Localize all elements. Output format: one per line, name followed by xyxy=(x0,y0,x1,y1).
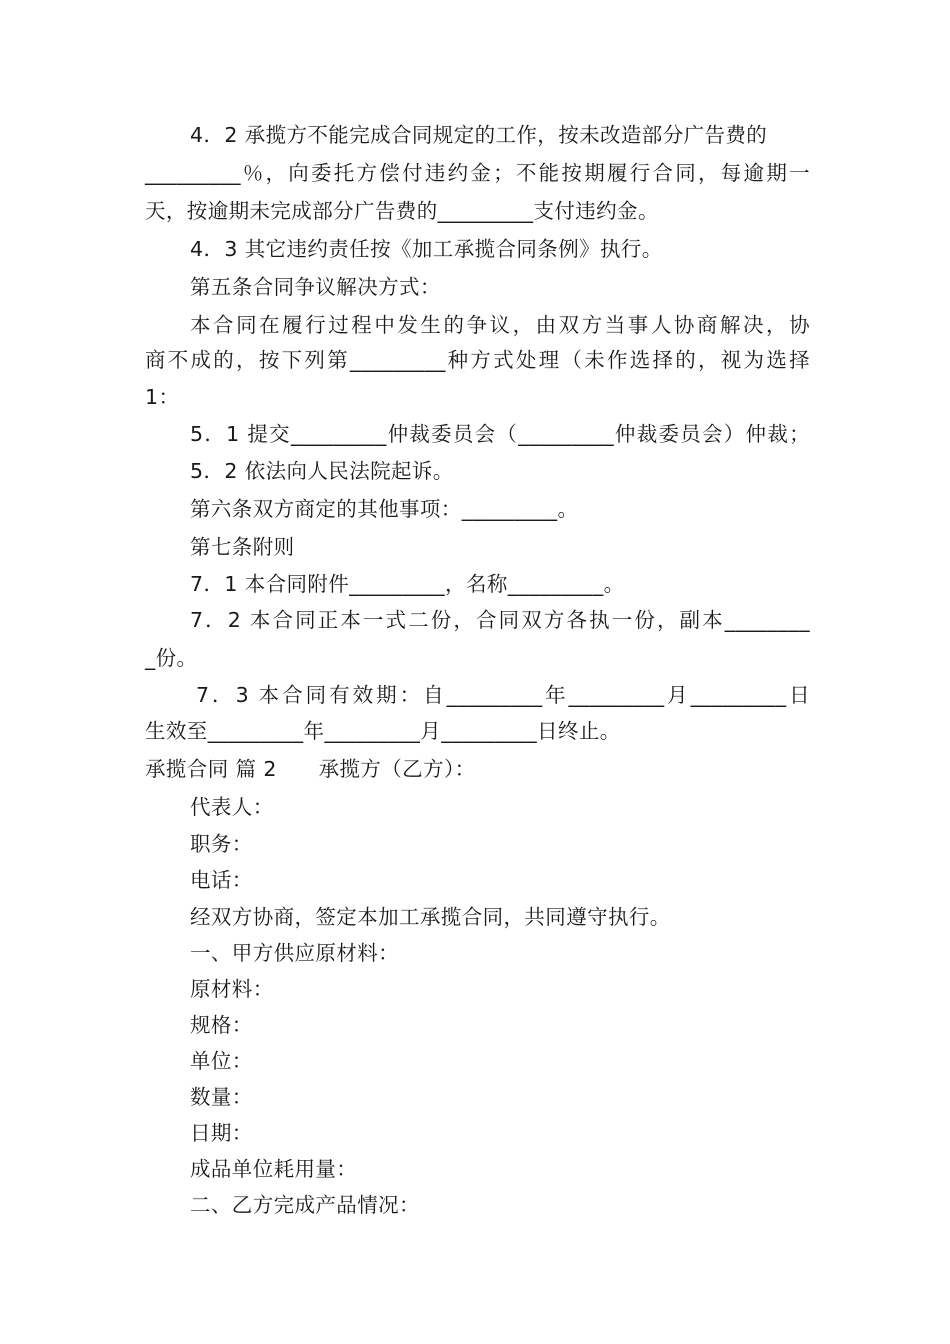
position-field: 职务： xyxy=(190,832,253,856)
clause-4-2-line-1: 4．2 承揽方不能完成合同规定的工作，按未改造部分广告费的 xyxy=(190,123,768,147)
date-field: 日期： xyxy=(190,1121,253,1145)
clause-7-3-line-2: 生效至_________年_________月_________日终止。 xyxy=(145,719,621,743)
article-5-heading: 第五条合同争议解决方式： xyxy=(190,275,441,299)
article-5-text-line-1: 本合同在履行过程中发生的争议，由双方当事人协商解决，协 xyxy=(190,313,810,337)
representative-field: 代表人： xyxy=(190,795,274,819)
clause-5-1: 5．1 提交_________仲裁委员会（_________仲裁委员会）仲裁； xyxy=(190,422,810,446)
article-6: 第六条双方商定的其他事项：_________。 xyxy=(190,497,579,521)
unit-consumption-field: 成品单位耗用量： xyxy=(190,1157,358,1181)
clause-5-2: 5．2 依法向人民法院起诉。 xyxy=(190,459,454,483)
specification-field: 规格： xyxy=(190,1013,253,1037)
section-1-heading: 一、甲方供应原材料： xyxy=(190,941,399,965)
clause-7-1: 7．1 本合同附件_________，名称_________。 xyxy=(190,572,625,596)
quantity-field: 数量： xyxy=(190,1085,253,1109)
agreement-statement: 经双方协商，签定本加工承揽合同，共同遵守执行。 xyxy=(190,905,671,929)
article-5-text-line-2: 商不成的，按下列第_________种方式处理（未作选择的，视为选择 xyxy=(145,348,810,372)
clause-4-3: 4．3 其它违约责任按《加工承揽合同条例》执行。 xyxy=(190,237,663,261)
clause-7-2-line-2: _份。 xyxy=(145,646,198,670)
article-5-text-line-3: 1： xyxy=(145,385,180,409)
section-2-heading: 二、乙方完成产品情况： xyxy=(190,1193,420,1217)
contract-2-title: 承揽合同 篇 2 承揽方（乙方）： xyxy=(145,757,476,781)
raw-material-field: 原材料： xyxy=(190,977,274,1001)
clause-7-3-line-1: 7．3 本合同有效期：自_________年_________月_________日 xyxy=(196,683,810,707)
clause-4-2-line-3: 天，按逾期未完成部分广告费的_________支付违约金。 xyxy=(145,199,659,223)
clause-7-2-line-1: 7．2 本合同正本一式二份，合同双方各执一份，副本________ xyxy=(190,608,810,632)
clause-4-2-line-2: _________％，向委托方偿付违约金；不能按期履行合同，每逾期一 xyxy=(145,161,810,185)
phone-field: 电话： xyxy=(190,868,253,892)
unit-field: 单位： xyxy=(190,1049,253,1073)
article-7-heading: 第七条附则 xyxy=(190,535,295,559)
